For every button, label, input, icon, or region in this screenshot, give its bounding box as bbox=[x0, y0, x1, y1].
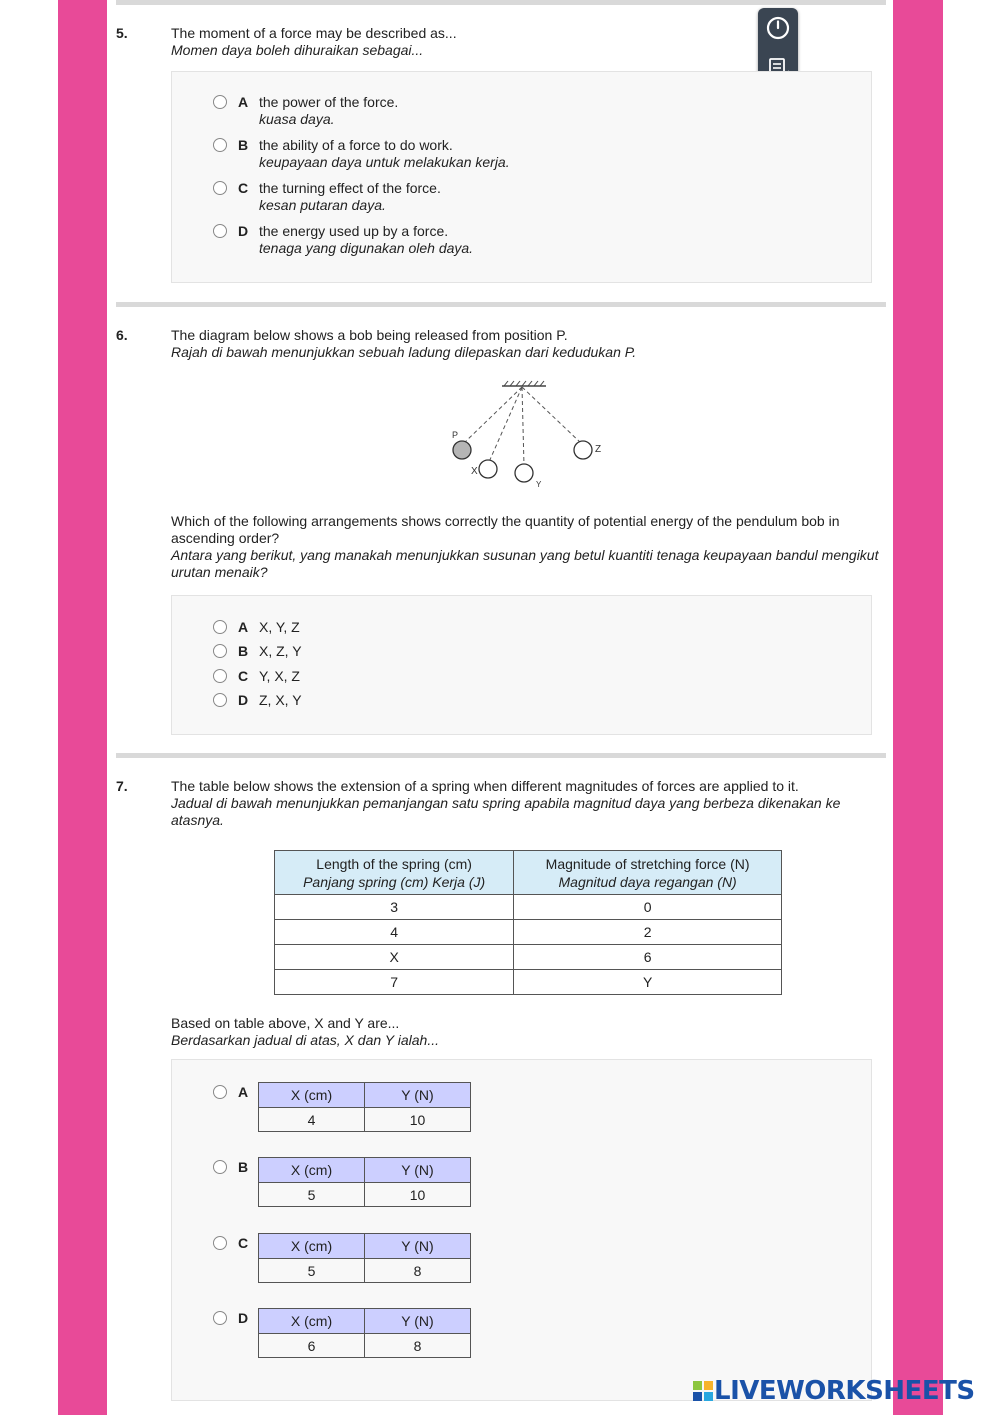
answer-y-value: 8 bbox=[365, 1259, 471, 1283]
option-letter: B bbox=[238, 643, 249, 659]
answer-y-value: 10 bbox=[365, 1108, 471, 1132]
option-letter: C bbox=[238, 180, 249, 196]
q7-option-b-table bbox=[258, 1157, 471, 1207]
table-cell: 2 bbox=[514, 920, 782, 945]
answer-y-value: 8 bbox=[365, 1334, 471, 1358]
answer-header-x: X (cm) bbox=[259, 1083, 365, 1108]
option-text-en: the power of the force. bbox=[259, 94, 399, 110]
table-cell: Y bbox=[514, 970, 782, 995]
q5-text-ms: Momen daya boleh dihuraikan sebagai... bbox=[171, 42, 424, 58]
q7-question-en: Based on table above, X and Y are... bbox=[171, 1015, 400, 1031]
q7-option-b-radio[interactable] bbox=[213, 1160, 227, 1174]
option-text bbox=[259, 94, 398, 128]
bob-y bbox=[515, 464, 533, 482]
answer-x-value: 4 bbox=[259, 1108, 365, 1132]
table-header-force bbox=[514, 851, 782, 895]
table-cell: 0 bbox=[514, 895, 782, 920]
table-row bbox=[275, 945, 782, 970]
q5-option-d-radio[interactable] bbox=[213, 224, 227, 238]
table-header-length bbox=[275, 851, 514, 895]
q7-text-en: The table below shows the extension of a spring when different magnitudes of forces are applied to it. bbox=[171, 778, 799, 794]
right-pink-band bbox=[893, 0, 943, 1415]
answer-y-value: 10 bbox=[365, 1183, 471, 1207]
option-letter: C bbox=[238, 1235, 249, 1251]
q6-question-ms: Antara yang berikut, yang manakah menunjukkan susunan yang betul kuantiti tenaga keupayaan bandul mengikut urutan menaik? bbox=[171, 547, 879, 580]
option-letter: A bbox=[238, 619, 249, 635]
separator-q6-q7 bbox=[116, 753, 886, 758]
option-letter: D bbox=[238, 223, 249, 239]
q6-number: 6. bbox=[116, 327, 128, 343]
q7-option-d-table bbox=[258, 1308, 471, 1358]
label-y: Y bbox=[536, 480, 542, 489]
answer-header-y: Y (N) bbox=[365, 1234, 471, 1259]
q6-text-ms: Rajah di bawah menunjukkan sebuah ladung dilepaskan dari kedudukan P. bbox=[171, 344, 637, 360]
q7-text bbox=[171, 778, 886, 829]
table-cell: 6 bbox=[514, 945, 782, 970]
option-letter: D bbox=[238, 692, 249, 708]
option-text-en: the ability of a force to do work. bbox=[259, 137, 453, 153]
header-en: Length of the spring (cm) bbox=[316, 855, 472, 872]
option-letter: A bbox=[238, 1084, 249, 1100]
option-text-ms: kuasa daya. bbox=[259, 111, 335, 127]
q5-text-en: The moment of a force may be described as... bbox=[171, 25, 457, 41]
logo-grid-icon bbox=[692, 1380, 714, 1402]
table-row bbox=[275, 970, 782, 995]
option-text: Z, X, Y bbox=[259, 692, 302, 708]
label-x: X bbox=[471, 466, 478, 477]
spring-data-table bbox=[274, 850, 782, 995]
q7-text-ms: Jadual di bawah menunjukkan pemanjangan satu spring apabila magnitud daya yang berbeza dikenakan ke atasnya. bbox=[171, 795, 841, 828]
answer-header-y: Y (N) bbox=[365, 1083, 471, 1108]
option-text-ms: kesan putaran daya. bbox=[259, 197, 386, 213]
pendulum-diagram bbox=[440, 378, 620, 490]
separator-q5-q6 bbox=[116, 302, 886, 307]
answer-header-y: Y (N) bbox=[365, 1309, 471, 1334]
table-header-row bbox=[275, 851, 782, 895]
header-ms: Magnitud daya regangan (N) bbox=[558, 873, 737, 890]
answer-x-value: 6 bbox=[259, 1334, 365, 1358]
option-letter: D bbox=[238, 1310, 249, 1326]
answer-x-value: 5 bbox=[259, 1259, 365, 1283]
bob-z bbox=[574, 441, 592, 459]
table-cell: 3 bbox=[275, 895, 514, 920]
q7-question bbox=[171, 1015, 886, 1049]
bob-x bbox=[479, 460, 497, 478]
option-text bbox=[259, 223, 473, 257]
answer-header-y: Y (N) bbox=[365, 1158, 471, 1183]
option-text-ms: tenaga yang digunakan oleh daya. bbox=[259, 240, 474, 256]
q6-option-c-radio[interactable] bbox=[213, 669, 227, 683]
label-z: Z bbox=[595, 444, 602, 455]
q5-option-c-radio[interactable] bbox=[213, 181, 227, 195]
q7-question-ms: Berdasarkan jadual di atas, X dan Y ialah... bbox=[171, 1032, 439, 1048]
table-row bbox=[275, 920, 782, 945]
q7-option-c-radio[interactable] bbox=[213, 1236, 227, 1250]
answer-header-x: X (cm) bbox=[259, 1158, 365, 1183]
q7-option-a-radio[interactable] bbox=[213, 1085, 227, 1099]
header-ms: Panjang spring (cm) Kerja (J) bbox=[303, 873, 486, 890]
q5-option-b-radio[interactable] bbox=[213, 138, 227, 152]
q6-text-en: The diagram below shows a bob being released from position P. bbox=[171, 327, 568, 343]
table-cell: 4 bbox=[275, 920, 514, 945]
q6-option-d-radio[interactable] bbox=[213, 693, 227, 707]
q5-option-a-radio[interactable] bbox=[213, 95, 227, 109]
answer-header-x: X (cm) bbox=[259, 1309, 365, 1334]
q7-option-a-table bbox=[258, 1082, 471, 1132]
option-text: Y, X, Z bbox=[259, 668, 300, 684]
bob-p bbox=[453, 441, 471, 459]
q6-options-box bbox=[171, 595, 872, 735]
option-letter: B bbox=[238, 137, 249, 153]
option-text-en: the energy used up by a force. bbox=[259, 223, 449, 239]
q5-number: 5. bbox=[116, 25, 128, 41]
option-text: X, Z, Y bbox=[259, 643, 302, 659]
q6-question bbox=[171, 513, 886, 581]
option-letter: A bbox=[238, 94, 249, 110]
table-row bbox=[275, 895, 782, 920]
answer-x-value: 5 bbox=[259, 1183, 365, 1207]
label-p: P bbox=[452, 430, 459, 440]
q7-option-c-table bbox=[258, 1233, 471, 1283]
q5-text bbox=[171, 25, 886, 59]
q6-option-b-radio[interactable] bbox=[213, 644, 227, 658]
option-letter: B bbox=[238, 1159, 249, 1175]
header-en: Magnitude of stretching force (N) bbox=[545, 855, 750, 872]
q6-text bbox=[171, 327, 886, 361]
q6-question-en: Which of the following arrangements shows correctly the quantity of potential energy of the pendulum bob in ascending order? bbox=[171, 513, 840, 546]
option-text-en: the turning effect of the force. bbox=[259, 180, 441, 196]
option-text-ms: keupayaan daya untuk melakukan kerja. bbox=[259, 154, 510, 170]
table-cell: X bbox=[275, 945, 514, 970]
q7-option-d-radio[interactable] bbox=[213, 1311, 227, 1325]
option-text bbox=[259, 180, 441, 214]
q6-option-a-radio[interactable] bbox=[213, 620, 227, 634]
option-text bbox=[259, 137, 510, 171]
logo-text: LIVEWORKSHEETS bbox=[714, 1376, 975, 1406]
answer-header-x: X (cm) bbox=[259, 1234, 365, 1259]
table-cell: 7 bbox=[275, 970, 514, 995]
option-letter: C bbox=[238, 668, 249, 684]
q7-number: 7. bbox=[116, 778, 128, 794]
option-text: X, Y, Z bbox=[259, 619, 300, 635]
left-pink-band bbox=[58, 0, 107, 1415]
liveworksheets-logo[interactable] bbox=[692, 1374, 975, 1408]
separator-top bbox=[116, 0, 886, 5]
